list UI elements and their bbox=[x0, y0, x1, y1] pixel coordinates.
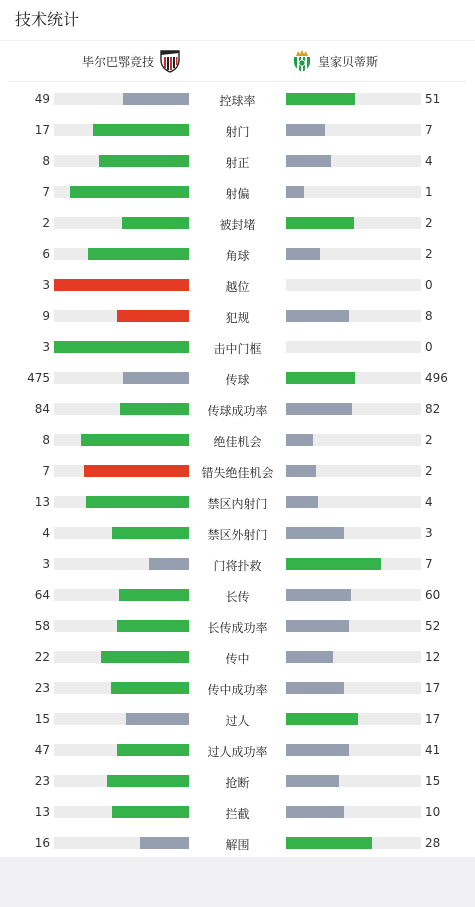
stat-row bbox=[0, 833, 475, 855]
away-stat-bar-fill bbox=[286, 806, 344, 818]
stat-label: 传球 bbox=[225, 373, 250, 387]
away-stat-value: 0 bbox=[425, 340, 433, 354]
home-stat-bar bbox=[54, 310, 189, 322]
away-stat-bar bbox=[286, 155, 421, 167]
home-stat-bar bbox=[54, 124, 189, 136]
home-stat-bar bbox=[54, 806, 189, 818]
home-stat-bar-fill bbox=[123, 93, 189, 105]
stat-row bbox=[0, 399, 475, 421]
home-stat-bar bbox=[54, 837, 189, 849]
stat-label: 越位 bbox=[225, 280, 250, 294]
stat-label: 过人 bbox=[225, 714, 250, 728]
away-stat-value: 8 bbox=[425, 309, 433, 323]
home-stat-bar-fill bbox=[70, 186, 189, 198]
away-stat-bar bbox=[286, 93, 421, 105]
stat-label: 犯规 bbox=[225, 311, 250, 325]
stat-label: 角球 bbox=[225, 249, 250, 263]
home-stat-bar bbox=[54, 496, 189, 508]
stat-row bbox=[0, 771, 475, 793]
home-stat-value: 84 bbox=[34, 402, 50, 416]
away-stat-bar bbox=[286, 558, 421, 570]
home-stat-bar-fill bbox=[112, 806, 189, 818]
home-stat-value: 3 bbox=[42, 557, 50, 571]
away-stat-value: 3 bbox=[425, 526, 433, 540]
home-stat-value: 7 bbox=[42, 464, 50, 478]
home-stat-bar bbox=[54, 217, 189, 229]
home-stat-bar bbox=[54, 589, 189, 601]
home-stat-value: 8 bbox=[42, 154, 50, 168]
away-stat-bar-fill bbox=[286, 744, 349, 756]
home-stat-value: 16 bbox=[34, 836, 50, 850]
away-stat-value: 41 bbox=[425, 743, 441, 757]
home-stat-bar bbox=[54, 155, 189, 167]
home-stat-bar bbox=[54, 465, 189, 477]
away-stat-bar-fill bbox=[286, 465, 316, 477]
away-stat-bar bbox=[286, 186, 421, 198]
away-stat-value: 2 bbox=[425, 216, 433, 230]
home-stat-value: 9 bbox=[42, 309, 50, 323]
away-stat-bar-fill bbox=[286, 713, 358, 725]
home-stat-bar-fill bbox=[123, 372, 189, 384]
stat-row bbox=[0, 523, 475, 545]
away-stat-value: 4 bbox=[425, 495, 433, 509]
stat-label: 射偏 bbox=[225, 187, 250, 201]
stat-row bbox=[0, 151, 475, 173]
page-title: 技术统计 bbox=[0, 0, 475, 41]
stat-row bbox=[0, 709, 475, 731]
away-stat-bar-fill bbox=[286, 372, 355, 384]
home-stat-bar-fill bbox=[84, 465, 189, 477]
away-stat-bar-fill bbox=[286, 651, 333, 663]
away-stat-bar-fill bbox=[286, 589, 351, 601]
home-stat-bar bbox=[54, 620, 189, 632]
home-stat-bar-fill bbox=[122, 217, 190, 229]
stat-label: 传中 bbox=[225, 652, 250, 666]
stat-label: 长传 bbox=[225, 590, 250, 604]
away-stat-bar bbox=[286, 434, 421, 446]
away-stat-bar-fill bbox=[286, 217, 354, 229]
home-stat-bar-fill bbox=[54, 341, 189, 353]
home-stat-bar-fill bbox=[86, 496, 189, 508]
stat-row bbox=[0, 244, 475, 266]
home-stat-value: 58 bbox=[34, 619, 50, 633]
stat-row bbox=[0, 585, 475, 607]
away-stat-bar bbox=[286, 806, 421, 818]
away-stat-value: 12 bbox=[425, 650, 441, 664]
stat-label: 过人成功率 bbox=[207, 745, 268, 759]
home-stat-value: 22 bbox=[34, 650, 50, 664]
away-stat-value: 52 bbox=[425, 619, 441, 633]
home-stat-bar-fill bbox=[111, 682, 189, 694]
stat-label: 射正 bbox=[225, 156, 250, 170]
stat-row bbox=[0, 554, 475, 576]
stat-label: 射门 bbox=[225, 125, 250, 139]
away-stat-value: 0 bbox=[425, 278, 433, 292]
away-stat-bar-fill bbox=[286, 93, 355, 105]
away-stat-bar-fill bbox=[286, 434, 313, 446]
away-stat-bar-fill bbox=[286, 186, 304, 198]
home-stat-bar-fill bbox=[140, 837, 189, 849]
stat-row bbox=[0, 306, 475, 328]
away-stat-bar bbox=[286, 341, 421, 353]
home-stat-value: 3 bbox=[42, 340, 50, 354]
away-team[interactable] bbox=[290, 49, 378, 73]
away-stat-bar bbox=[286, 372, 421, 384]
stat-label: 被封堵 bbox=[219, 218, 256, 232]
away-stat-bar-fill bbox=[286, 837, 372, 849]
away-stat-bar bbox=[286, 837, 421, 849]
stat-label: 传中成功率 bbox=[207, 683, 268, 697]
stat-row bbox=[0, 461, 475, 483]
away-stat-bar bbox=[286, 682, 421, 694]
away-stat-value: 51 bbox=[425, 92, 441, 106]
stat-row bbox=[0, 647, 475, 669]
home-stat-value: 23 bbox=[34, 774, 50, 788]
away-stat-bar bbox=[286, 620, 421, 632]
home-stat-bar-fill bbox=[54, 279, 189, 291]
away-stat-bar-fill bbox=[286, 527, 344, 539]
away-stat-bar-fill bbox=[286, 403, 352, 415]
away-stat-bar bbox=[286, 527, 421, 539]
away-stat-value: 17 bbox=[425, 681, 441, 695]
home-stat-value: 2 bbox=[42, 216, 50, 230]
home-stat-value: 475 bbox=[27, 371, 50, 385]
away-stat-bar-fill bbox=[286, 620, 349, 632]
home-stat-bar bbox=[54, 651, 189, 663]
home-stat-value: 15 bbox=[34, 712, 50, 726]
stat-row bbox=[0, 337, 475, 359]
away-stat-value: 10 bbox=[425, 805, 441, 819]
stat-row bbox=[0, 678, 475, 700]
away-stat-bar bbox=[286, 124, 421, 136]
home-stat-bar-fill bbox=[93, 124, 189, 136]
home-stat-bar bbox=[54, 434, 189, 446]
home-stat-bar-fill bbox=[117, 744, 189, 756]
away-stat-bar-fill bbox=[286, 496, 318, 508]
away-stat-bar bbox=[286, 310, 421, 322]
home-stat-bar bbox=[54, 186, 189, 198]
home-stat-value: 3 bbox=[42, 278, 50, 292]
away-stat-value: 15 bbox=[425, 774, 441, 788]
home-team[interactable] bbox=[82, 49, 182, 73]
away-stat-bar-fill bbox=[286, 558, 381, 570]
stat-label: 绝佳机会 bbox=[213, 435, 262, 449]
home-stat-bar-fill bbox=[88, 248, 189, 260]
stat-label: 控球率 bbox=[219, 94, 256, 108]
home-stat-bar bbox=[54, 744, 189, 756]
stat-row bbox=[0, 430, 475, 452]
home-stat-bar bbox=[54, 527, 189, 539]
home-stat-bar-fill bbox=[117, 620, 189, 632]
home-stat-value: 6 bbox=[42, 247, 50, 261]
home-stat-bar bbox=[54, 279, 189, 291]
stat-row bbox=[0, 275, 475, 297]
away-stat-bar-fill bbox=[286, 155, 331, 167]
home-stat-value: 7 bbox=[42, 185, 50, 199]
away-stat-bar bbox=[286, 713, 421, 725]
away-stat-value: 1 bbox=[425, 185, 433, 199]
home-stat-value: 13 bbox=[34, 495, 50, 509]
away-stat-value: 60 bbox=[425, 588, 441, 602]
away-stat-bar-fill bbox=[286, 310, 349, 322]
home-stat-bar bbox=[54, 403, 189, 415]
home-stat-value: 13 bbox=[34, 805, 50, 819]
home-stat-value: 47 bbox=[34, 743, 50, 757]
home-team-name: 毕尔巴鄂竞技 bbox=[81, 54, 154, 69]
home-stat-bar-fill bbox=[112, 527, 189, 539]
stat-label: 解围 bbox=[225, 838, 250, 852]
stat-row bbox=[0, 740, 475, 762]
stat-label: 长传成功率 bbox=[207, 621, 268, 635]
teams-header bbox=[8, 41, 467, 82]
away-stat-bar bbox=[286, 465, 421, 477]
away-stat-bar bbox=[286, 279, 421, 291]
away-stat-value: 17 bbox=[425, 712, 441, 726]
away-stat-value: 82 bbox=[425, 402, 441, 416]
home-stat-bar-fill bbox=[107, 775, 189, 787]
stat-label: 拦截 bbox=[225, 807, 250, 821]
stat-label: 禁区外射门 bbox=[207, 528, 268, 542]
away-stat-bar bbox=[286, 589, 421, 601]
home-stat-bar-fill bbox=[101, 651, 189, 663]
away-team-name: 皇家贝蒂斯 bbox=[318, 54, 379, 69]
home-stat-value: 23 bbox=[34, 681, 50, 695]
away-stat-value: 2 bbox=[425, 247, 433, 261]
away-stat-bar bbox=[286, 496, 421, 508]
stat-label: 击中门框 bbox=[213, 342, 262, 356]
home-stat-bar bbox=[54, 775, 189, 787]
away-stat-bar-fill bbox=[286, 682, 344, 694]
away-stat-value: 7 bbox=[425, 557, 433, 571]
home-stat-value: 49 bbox=[34, 92, 50, 106]
home-stat-value: 64 bbox=[34, 588, 50, 602]
stat-row bbox=[0, 213, 475, 235]
away-stat-value: 4 bbox=[425, 154, 433, 168]
home-stat-value: 8 bbox=[42, 433, 50, 447]
home-stat-bar-fill bbox=[119, 589, 189, 601]
home-stat-bar bbox=[54, 713, 189, 725]
home-stat-bar bbox=[54, 682, 189, 694]
away-stat-bar bbox=[286, 744, 421, 756]
away-stat-bar bbox=[286, 248, 421, 260]
away-stat-bar bbox=[286, 775, 421, 787]
home-stat-value: 4 bbox=[42, 526, 50, 540]
away-stat-bar-fill bbox=[286, 248, 320, 260]
away-stat-bar-fill bbox=[286, 775, 339, 787]
home-stat-bar bbox=[54, 558, 189, 570]
stat-label: 传球成功率 bbox=[207, 404, 268, 418]
away-stat-value: 7 bbox=[425, 123, 433, 137]
stat-label: 抢断 bbox=[225, 776, 250, 790]
stat-row bbox=[0, 616, 475, 638]
home-stat-bar-fill bbox=[117, 310, 189, 322]
away-stat-bar bbox=[286, 651, 421, 663]
stat-label: 错失绝佳机会 bbox=[201, 466, 274, 480]
home-stat-bar bbox=[54, 341, 189, 353]
stat-row bbox=[0, 802, 475, 824]
away-stat-value: 496 bbox=[425, 371, 448, 385]
away-stat-value: 2 bbox=[425, 464, 433, 478]
home-stat-bar-fill bbox=[81, 434, 189, 446]
home-stat-bar-fill bbox=[99, 155, 189, 167]
stat-row bbox=[0, 368, 475, 390]
away-stat-bar-fill bbox=[286, 124, 325, 136]
home-stat-bar bbox=[54, 372, 189, 384]
athletic-bilbao-crest-icon bbox=[158, 49, 182, 73]
stat-label: 禁区内射门 bbox=[207, 497, 268, 511]
home-stat-bar bbox=[54, 248, 189, 260]
away-stat-value: 2 bbox=[425, 433, 433, 447]
home-stat-value: 17 bbox=[34, 123, 50, 137]
away-stat-bar bbox=[286, 403, 421, 415]
away-stat-bar bbox=[286, 217, 421, 229]
home-stat-bar bbox=[54, 93, 189, 105]
stat-row bbox=[0, 182, 475, 204]
stat-row bbox=[0, 492, 475, 514]
stat-label: 门将扑救 bbox=[213, 559, 262, 573]
stat-row bbox=[0, 89, 475, 111]
home-stat-bar-fill bbox=[149, 558, 190, 570]
real-betis-crest-icon bbox=[290, 49, 314, 73]
home-stat-bar-fill bbox=[126, 713, 189, 725]
away-stat-value: 28 bbox=[425, 836, 441, 850]
home-stat-bar-fill bbox=[120, 403, 189, 415]
stat-row bbox=[0, 120, 475, 142]
